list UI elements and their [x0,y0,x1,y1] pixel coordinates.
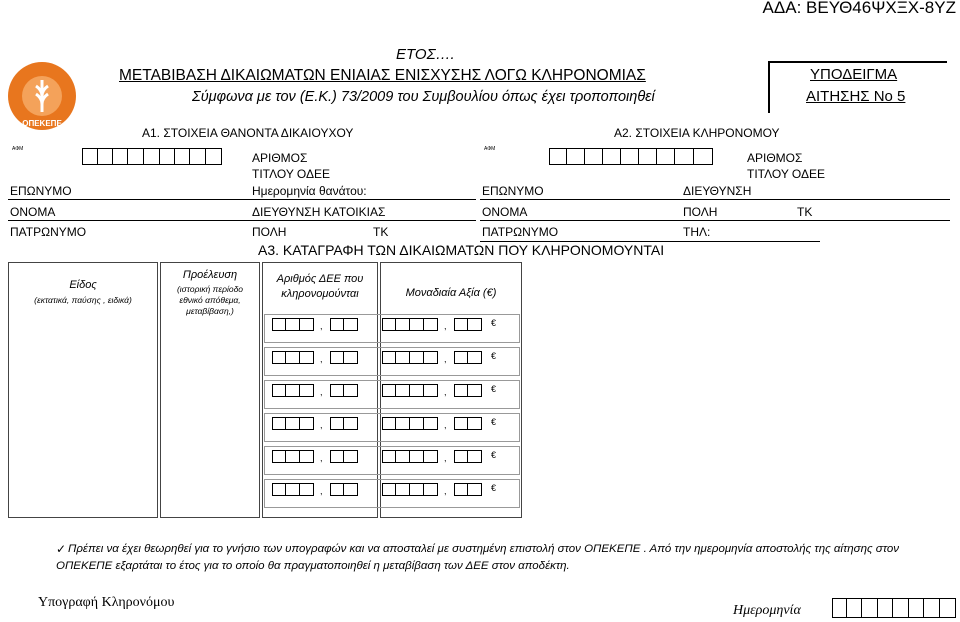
section-a3-title: Α3. ΚΑΤΑΓΡΑΦΗ ΤΩΝ ΔΙΚΑΙΩΜΑΤΩΝ ΠΟΥ ΚΛΗΡΟΝΟΜΟΥΝΤΑΙ [258,242,665,258]
year-label: ΕΤΟΣ…. [396,46,455,63]
a3-value-comma: , [444,321,447,331]
sample-box [768,61,947,113]
note-line-2: ΟΠΕΚΕΠΕ εξαρτάται το έτος για το οποίο θα πραγματοποιηθεί η μεταβίβαση των ΔΕΕ στον αποδέκτη. [56,560,570,572]
opekepe-logo [6,60,78,132]
a3-value-decimal-boxes[interactable] [454,450,482,463]
a3-value-integer-boxes[interactable] [382,351,438,364]
a3-count-integer-boxes[interactable] [272,417,314,430]
a1-row2-line [8,220,476,221]
euro-sign: € [491,384,497,394]
a3-col-origin-sub3: μεταβίβαση,) [186,306,234,316]
a3-col-count-line2: κληρονομούνται [281,288,359,300]
a3-count-comma: , [320,420,323,430]
a3-col-origin-sub2: εθνικό απόθεμα, [179,295,241,305]
a3-value-comma: , [444,486,447,496]
a3-value-integer-boxes[interactable] [382,483,438,496]
a3-value-decimal-boxes[interactable] [454,417,482,430]
a3-value-comma: , [444,387,447,397]
a3-value-comma: , [444,420,447,430]
a3-count-comma: , [320,387,323,397]
a3-col-type-title: Είδος [69,279,97,291]
signature-label: Υπογραφή Κληρονόμου [38,595,175,610]
a3-col-origin-sub1: (ιστορική περίοδο [176,284,244,294]
a3-value-decimal-boxes[interactable] [454,483,482,496]
section-a2-title: Α2. ΣΤΟΙΧΕΙΑ ΚΛΗΡΟΝΟΜΟΥ [614,126,780,140]
a3-value-integer-boxes[interactable] [382,450,438,463]
a2-name-label: ΟΝΟΜΑ [482,205,528,219]
a2-address-label: ΔΙΕΥΘΥΝΣΗ [683,184,752,198]
a3-value-integer-boxes[interactable] [382,417,438,430]
a2-title-number-label: ΑΡΙΘΜΟΣ [747,151,803,165]
a1-title-number-label: ΑΡΙΘΜΟΣ [252,151,308,165]
a1-title-number-label-2: ΤΙΤΛΟΥ ΟΔΕΕ [252,167,331,181]
form-title: ΜΕΤΑΒΙΒΑΣΗ ΔΙΚΑΙΩΜΑΤΩΝ ΕΝΙΑΙΑΣ ΕΝΙΣΧΥΣΗΣ ΛΟΓΩ ΚΛΗΡΟΝΟΜΙΑΣ [119,67,646,84]
a3-column-type [8,262,158,518]
logo-emblem-icon [6,60,78,132]
a3-value-comma: , [444,354,447,364]
euro-sign: € [491,318,497,328]
a2-father-name-label: ΠΑΤΡΩΝΥΜΟ [482,225,559,239]
euro-sign: € [491,483,497,493]
a3-value-integer-boxes[interactable] [382,384,438,397]
sample-label: ΥΠΟΔΕΙΓΜΑ [810,66,898,83]
a3-value-integer-boxes[interactable] [382,318,438,331]
a1-afm-label: ΑΦΜ [12,146,24,152]
a3-count-integer-boxes[interactable] [272,384,314,397]
a3-count-integer-boxes[interactable] [272,351,314,364]
a2-afm-label: ΑΦΜ [484,146,496,152]
a1-row1-line [8,199,476,200]
a2-afm-boxes[interactable] [549,148,713,165]
a3-count-decimal-boxes[interactable] [330,318,358,331]
a1-address-label: ΔΙΕΥΘΥΝΣΗ ΚΑΤΟΙΚΙΑΣ [252,205,386,219]
logo-text: ΟΠΕΚΕΠΕ [22,119,62,128]
application-number: ΑΙΤΗΣΗΣ Νο 5 [806,88,906,105]
a2-postcode-label: ΤΚ [797,205,813,219]
a3-count-comma: , [320,453,323,463]
a3-count-integer-boxes[interactable] [272,318,314,331]
a1-name-label: ΟΝΟΜΑ [10,205,56,219]
section-a1-title: Α1. ΣΤΟΙΧΕΙΑ ΘΑΝΟΝΤΑ ΔΙΚΑΙΟΥΧΟΥ [142,126,354,140]
a1-surname-label: ΕΠΩΝΥΜΟ [10,184,72,198]
a2-phone-label: ΤΗΛ: [683,225,711,239]
a3-count-decimal-boxes[interactable] [330,450,358,463]
euro-sign: € [491,351,497,361]
form-subtitle: Σύμφωνα με τον (Ε.Κ.) 73/2009 του Συμβουλίου όπως έχει τροποποιηθεί [192,89,655,105]
a3-count-decimal-boxes[interactable] [330,384,358,397]
a1-city-label: ΠΟΛΗ [252,225,287,239]
note-check-icon: ✓ [56,542,67,556]
a3-value-decimal-boxes[interactable] [454,351,482,364]
a3-count-integer-boxes[interactable] [272,483,314,496]
a3-col-value-title: Μοναδιαία Αξία (€) [405,287,497,299]
a3-value-decimal-boxes[interactable] [454,384,482,397]
a3-count-comma: , [320,321,323,331]
euro-sign: € [491,450,497,460]
a3-count-decimal-boxes[interactable] [330,351,358,364]
a3-count-decimal-boxes[interactable] [330,483,358,496]
a1-postcode-label: ΤΚ [373,225,389,239]
date-boxes[interactable] [832,598,956,618]
a3-count-comma: , [320,486,323,496]
ada-code: ΑΔΑ: ΒΕΥΘ46ΨΧΞΧ-8ΥΖ [762,0,956,17]
a1-father-name-label: ΠΑΤΡΩΝΥΜΟ [10,225,87,239]
a3-count-comma: , [320,354,323,364]
a3-col-type-sub: (εκτατικά, παύσης , ειδικά) [34,295,132,305]
a1-death-date-label: Ημερομηνία θανάτου: [252,184,367,198]
date-label: Ημερομηνία [733,603,801,618]
a2-title-number-label-2: ΤΙΤΛΟΥ ΟΔΕΕ [747,167,826,181]
a3-col-origin-title: Προέλευση [182,269,238,281]
a1-afm-boxes[interactable] [82,148,222,165]
euro-sign: € [491,417,497,427]
a3-value-decimal-boxes[interactable] [454,318,482,331]
a2-city-label: ΠΟΛΗ [683,205,718,219]
a3-column-origin [160,262,260,518]
a2-row2-line [480,220,950,221]
a2-surname-label: ΕΠΩΝΥΜΟ [482,184,544,198]
note-line-1: Πρέπει να έχει θεωρηθεί για το γνήσιο των υπογραφών και να αποσταλεί με συστημένη επιστολή στον ΟΠΕΚΕΠΕ . Από την ημερομηνία αποστολής της αίτησης στον [68,543,899,555]
a2-row1-line [480,199,950,200]
a3-col-count-line1: Αριθμός ΔΕΕ που [276,273,364,285]
a3-count-integer-boxes[interactable] [272,450,314,463]
a3-value-comma: , [444,453,447,463]
a3-count-decimal-boxes[interactable] [330,417,358,430]
